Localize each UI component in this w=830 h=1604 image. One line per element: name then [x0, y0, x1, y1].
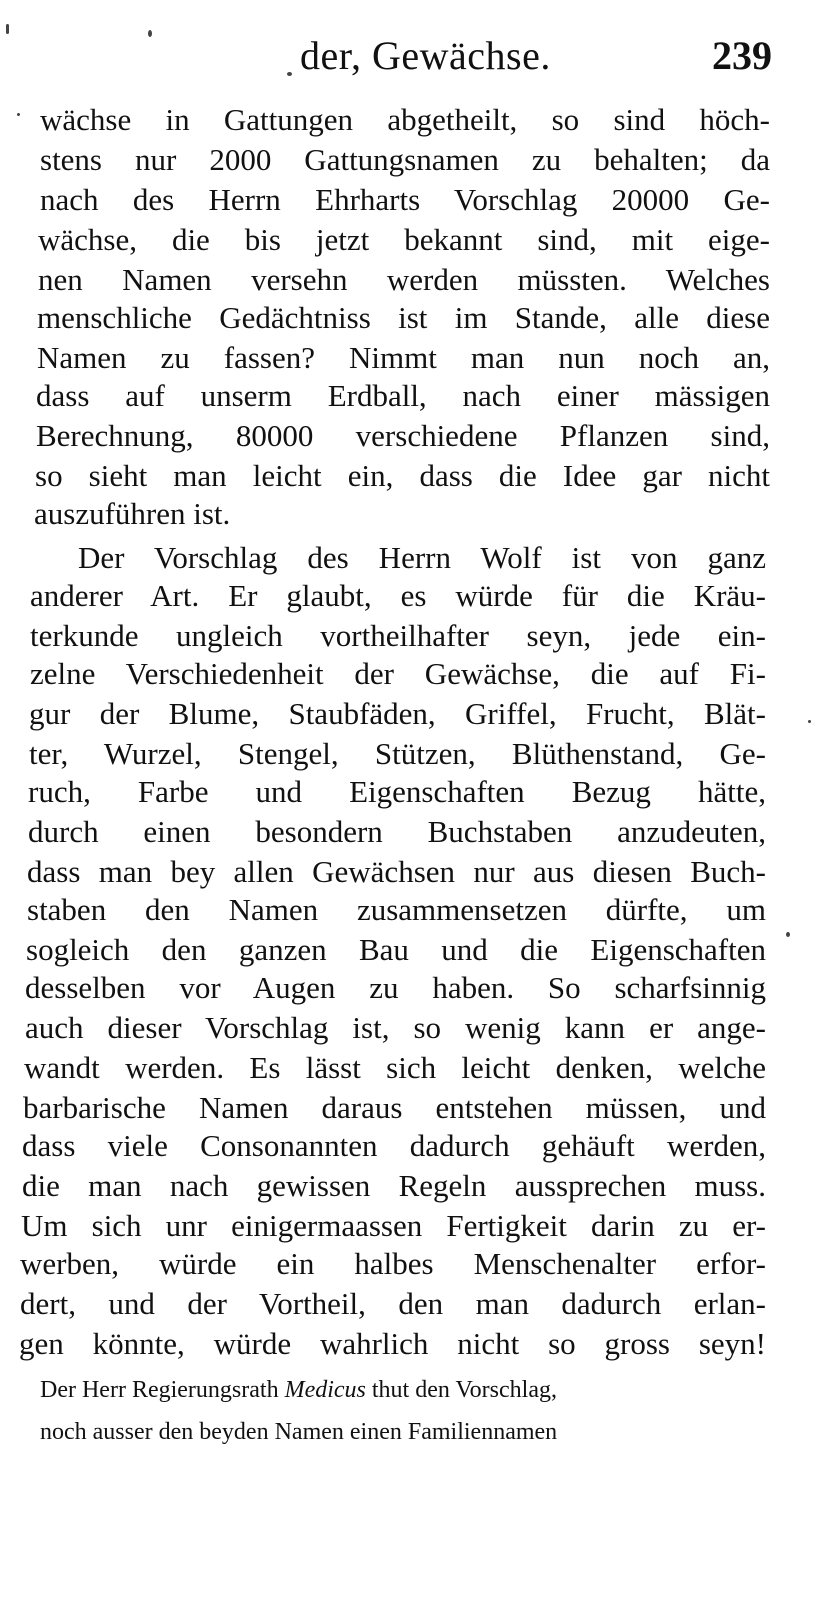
text-line: dass viele Consonannten dadurch gehäuft werden, — [22, 1128, 766, 1163]
ink-speck — [287, 72, 292, 76]
text-line: Berechnung, 80000 verschiedene Pflanzen sind, — [36, 418, 770, 453]
text-line: wandt werden. Es lässt sich leicht denken, welche — [24, 1050, 766, 1085]
text-line: barbarische Namen daraus entstehen müssen, und — [23, 1090, 766, 1125]
running-title: der, Gewächse. — [300, 33, 551, 78]
ink-speck — [808, 720, 811, 723]
text-line: ruch, Farbe und Eigenschaften Bezug hätte, — [28, 774, 766, 809]
text-line: sogleich den ganzen Bau und die Eigenschaften — [26, 932, 766, 967]
text-line: dass auf unserm Erdball, nach einer mässigen — [36, 378, 770, 413]
ink-speck — [786, 932, 790, 937]
ink-speck — [148, 30, 152, 37]
footnote-text: thut den Vorschlag, — [365, 1377, 557, 1403]
text-line: werben, würde ein halbes Menschenalter erfor- — [20, 1246, 766, 1281]
text-line: ter, Wurzel, Stengel, Stützen, Blüthenstand, Ge- — [29, 736, 766, 771]
text-line: staben den Namen zusammensetzen dürfte, um — [27, 892, 766, 927]
text-line: desselben vor Augen zu haben. So scharfsinnig — [25, 970, 766, 1005]
text-line: terkunde ungleich vortheilhafter seyn, jede ein- — [30, 618, 766, 653]
paragraph-start: Der Vorschlag des Herrn Wolf ist von ganz — [78, 540, 766, 575]
text-line: gen könnte, würde wahrlich nicht so gross seyn! — [19, 1326, 766, 1361]
text-line: Namen zu fassen? Nimmt man nun noch an, — [37, 340, 770, 375]
page-number: 239 — [712, 33, 772, 78]
text-line: auszuführen ist. — [34, 496, 231, 531]
text-line: anderer Art. Er glaubt, es würde für die Kräu- — [30, 578, 766, 613]
text-line: die man nach gewissen Regeln aussprechen muss. — [22, 1168, 766, 1203]
text-line: nen Namen versehn werden müssten. Welches — [38, 262, 770, 297]
text-line: dert, und der Vortheil, den man dadurch erlan- — [20, 1286, 766, 1321]
text-line: menschliche Gedächtniss ist im Stande, alle diese — [37, 300, 770, 335]
ink-speck — [17, 113, 20, 116]
footnote-text: Der Herr Regierungsrath — [40, 1377, 285, 1403]
text-line: dass man bey allen Gewächsen nur aus diesen Buch- — [27, 854, 766, 889]
text-line: Um sich unr einigermaassen Fertigkeit darin zu er- — [21, 1208, 766, 1243]
text-line: nach des Herrn Ehrharts Vorschlag 20000 Ge- — [40, 182, 770, 217]
text-line: stens nur 2000 Gattungsnamen zu behalten; da — [40, 142, 770, 177]
text-line: so sieht man leicht ein, dass die Idee gar nicht — [35, 458, 770, 493]
text-line: gur der Blume, Staubfäden, Griffel, Frucht, Blät- — [29, 696, 766, 731]
footnote-author: Medicus — [284, 1377, 366, 1403]
text-line: wächse, die bis jetzt bekannt sind, mit eige- — [38, 222, 770, 257]
footnote-line-2: noch ausser den beyden Namen einen Familiennamen — [40, 1419, 558, 1445]
text-line: auch dieser Vorschlag ist, so wenig kann er ange- — [25, 1010, 766, 1045]
footnote-line-1 — [40, 1372, 740, 1408]
ink-speck — [6, 24, 9, 34]
page-header — [0, 20, 830, 90]
text-line: zelne Verschiedenheit der Gewächse, die auf Fi- — [30, 656, 766, 691]
text-line: wächse in Gattungen abgetheilt, so sind höch- — [40, 102, 770, 137]
text-line: durch einen besondern Buchstaben anzudeuten, — [28, 814, 766, 849]
